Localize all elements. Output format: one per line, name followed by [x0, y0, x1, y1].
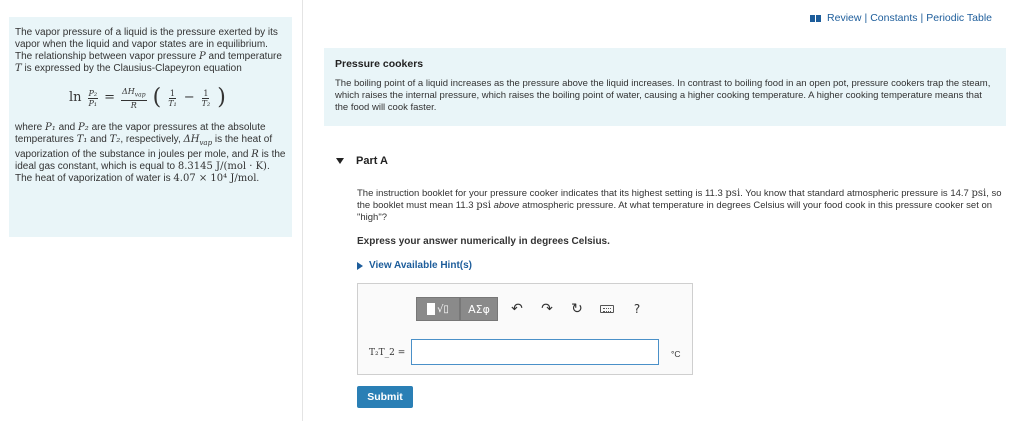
unit-label: °C: [671, 349, 681, 359]
answer-box: [357, 283, 693, 375]
templates-button[interactable]: [416, 297, 460, 321]
context-intro: The vapor pressure of a liquid is the pressure exerted by its vapor when the liquid and vapor states are in equilibrium. The relationship between vapor pressure P and temperature T is expressed by the Clausius-Clapeyron equation: [15, 27, 282, 74]
intro-box: [324, 48, 1006, 126]
keyboard-icon: [600, 305, 614, 313]
intro-title: Pressure cookers: [335, 58, 424, 70]
heat-vaporization-value: 4.07 × 10⁴ J/mol: [173, 172, 257, 184]
reset-icon[interactable]: ↻: [571, 301, 583, 317]
help-icon[interactable]: ?: [633, 302, 641, 316]
review-link[interactable]: Review: [827, 12, 862, 24]
periodic-table-link[interactable]: Periodic Table: [926, 12, 992, 24]
greek-symbols-button[interactable]: ΑΣφ: [460, 297, 498, 321]
undo-icon[interactable]: ↶: [511, 301, 523, 317]
question-text: The instruction booklet for your pressure cooker indicates that its highest setting is 11.3 psi. You know that standard atmospheric pressure is 14.7 psi, so the booklet must mean 11.3 psi above atmospheric pressure. At what temperature in degrees Celsius will your food cook in this pressure cooker set on "high"?: [357, 188, 1002, 223]
review-icon: [810, 15, 821, 22]
view-hints-link[interactable]: [357, 260, 472, 271]
template-box-icon: [427, 303, 435, 315]
answer-instruction: Express your answer numerically in degrees Celsius.: [357, 236, 610, 247]
hint-label: View Available Hint(s): [369, 260, 472, 271]
constants-link[interactable]: Constants: [870, 12, 918, 24]
answer-input[interactable]: [411, 339, 659, 365]
context-definitions: where P₁ and P₂ are the vapor pressures at the absolute temperatures T₁ and T₂, respectively, $\Delta H_{vap}$ is the heat of vaporization of the substance in joules per mole, and R is the ideal gas constant, which is equal to 8.3145 J/(mol · K). The heat of vaporization of water is 4.07 × 10⁴ J/mol.: [15, 121, 286, 184]
part-label: Part A: [356, 155, 388, 167]
math-toolbar: [416, 297, 648, 321]
intro-text: The boiling point of a liquid increases as the pressure above the liquid increases. In contrast to boiling food in an open pot, pressure cookers trap the steam, which raises the internal pressure, which raises the boiling point of water, causing a higher cooking temperature. A higher cooking temperature means that the food will cook faster.: [335, 78, 991, 113]
toolbar-group: [416, 297, 498, 321]
clausius-clapeyron-equation: ln $\frac{\text{P₂}}{\text{P₁}}$ = $\frac{\Delta H_{vap}}{R}$ ( $\frac{1}{\text{T₁}}$ − $\frac{1}{\text{T₂}}$ ): [69, 85, 226, 111]
panel-divider: [302, 0, 303, 421]
submit-button[interactable]: Submit: [357, 386, 413, 408]
sqrt-icon: √▯: [437, 303, 449, 315]
context-panel: [9, 17, 292, 237]
part-a-toggle[interactable]: [336, 155, 388, 167]
collapse-arrow-icon: [336, 158, 344, 164]
redo-icon[interactable]: ↷: [541, 301, 553, 317]
keyboard-shortcuts-button[interactable]: [596, 298, 618, 320]
resource-links: Review | Constants | Periodic Table: [810, 12, 992, 24]
gas-constant-value: 8.3145 J/(mol · K): [177, 160, 267, 172]
expand-arrow-icon: [357, 262, 363, 270]
pressure-ratio: $\frac{\text{P₂}}{\text{P₁}}$: [88, 88, 98, 108]
enthalpy-over-r: $\frac{\Delta H_{vap}}{R}$: [122, 87, 146, 110]
inverse-t1: $\frac{1}{\text{T₁}}$: [168, 88, 177, 108]
answer-label: T₂T_2 =: [369, 348, 406, 358]
inverse-t2: $\frac{1}{\text{T₂}}$: [201, 88, 211, 108]
